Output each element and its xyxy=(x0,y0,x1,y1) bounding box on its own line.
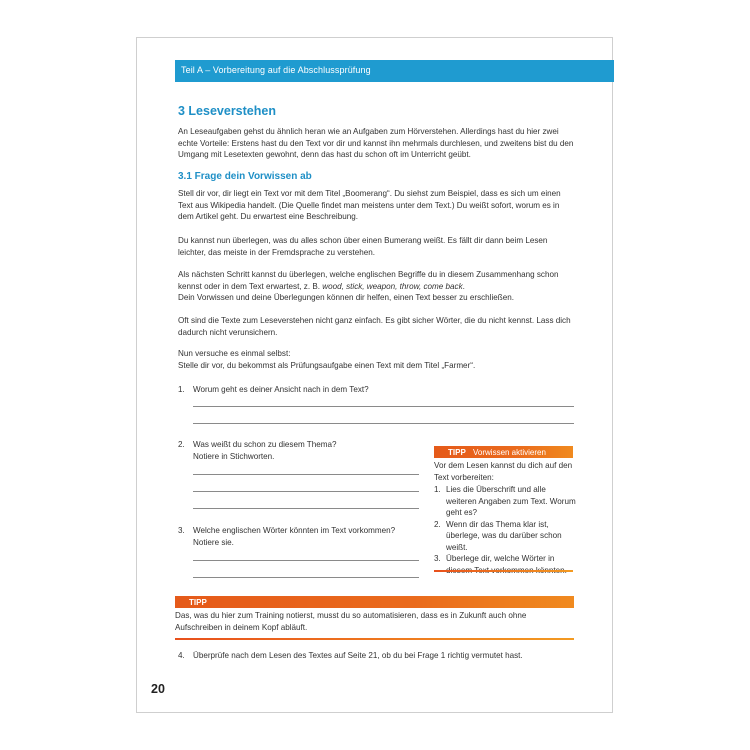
tip-box-item-number: 2. xyxy=(434,519,441,529)
tip-box-subtitle: Vorwissen aktivieren xyxy=(473,448,546,457)
answer-line[interactable] xyxy=(193,491,419,492)
paragraph-difficulty: Oft sind die Texte zum Leseverstehen nicht ganz einfach. Es gibt sicher Wörter, die du nicht kennst. Lass dich dadurch nicht verunsichern. xyxy=(178,316,571,337)
tip-box-item xyxy=(434,484,576,519)
tip-box-bottom-rule xyxy=(434,570,573,572)
task-2-text-second: Notiere in Stichworten. xyxy=(193,451,275,461)
task-3-text-second: Notiere sie. xyxy=(193,537,234,547)
tip-box-item-text: Wenn dir das Thema klar ist, überlege, was du darüber schon weißt. xyxy=(446,519,562,552)
paragraph-bumerang: Du kannst nun überlegen, was du alles schon über einen Bumerang weißt. Es fällt dir dann beim Lesen leichter, das meiste in der Fremdsprache zu verstehen. xyxy=(178,236,548,257)
task-1-number: 1. xyxy=(178,385,185,394)
task-4-text: Überprüfe nach dem Lesen des Textes auf Seite 21, ob du bei Frage 1 richtig vermutet hast. xyxy=(193,651,523,660)
wide-tip-header xyxy=(175,596,574,608)
tip-box-header xyxy=(434,446,573,458)
answer-line[interactable] xyxy=(193,474,419,475)
tip-box-label: TIPP xyxy=(448,448,466,457)
wide-tip-text: Das, was du hier zum Training notierst, musst du so automatisieren, dass es in Zukunft auch ohne Aufschreiben in deinem Kopf abläuft. xyxy=(175,611,527,632)
answer-line[interactable] xyxy=(193,508,419,509)
task-2-text: Was weißt du schon zu diesem Thema? xyxy=(193,440,337,449)
chapter-header-text: Teil A – Vorbereitung auf die Abschlussprüfung xyxy=(181,65,371,75)
document-page xyxy=(136,37,613,713)
chapter-header-bar xyxy=(175,60,614,82)
tip-box-list xyxy=(434,484,576,576)
answer-line[interactable] xyxy=(193,423,574,424)
paragraph-vocabulary-end: . xyxy=(462,281,465,291)
example-words: wood, stick, weapon, throw, come back xyxy=(322,281,463,291)
paragraph-boomerang: Stell dir vor, dir liegt ein Text vor mit dem Titel „Boomerang“. Du siehst zum Beispiel, dass es sich um einen Text aus Wikipedia handelt. (Die Quelle findet man meistens unter dem Text.) Du weißt sofort, worum es in dem Artikel geht. Du erwartest eine Beschreibung. xyxy=(178,189,561,222)
tip-box-item xyxy=(434,553,576,576)
task-3-number: 3. xyxy=(178,526,185,535)
answer-line[interactable] xyxy=(193,577,419,578)
paragraph-vocabulary-second: Dein Vorwissen und deine Überlegungen können dir helfen, einen Text besser zu erschließen. xyxy=(178,293,514,303)
try-yourself-line2: Stelle dir vor, du bekommst als Prüfungsaufgabe einen Text mit dem Titel „Farmer“. xyxy=(178,360,476,370)
page-number: 20 xyxy=(151,682,165,696)
tip-box-item-number: 3. xyxy=(434,554,441,563)
paragraph-vocabulary xyxy=(178,269,575,304)
wide-tip-bottom-rule xyxy=(175,638,574,640)
task-4-number: 4. xyxy=(178,651,185,660)
paragraph-try-yourself xyxy=(178,348,575,371)
section-title: 3 Leseverstehen xyxy=(178,104,276,118)
task-2-number: 2. xyxy=(178,440,185,449)
tip-box-item-number: 1. xyxy=(434,485,441,494)
task-1-text: Worum geht es deiner Ansicht nach in dem Text? xyxy=(193,385,369,394)
tip-box-item xyxy=(434,519,576,554)
tip-box-item-text: Überlege dir, welche Wörter in xyxy=(446,554,555,563)
tip-box-intro: Vor dem Lesen kannst du dich auf den Text vorbereiten: xyxy=(434,461,573,482)
tip-box-item-text: Lies die Überschrift und alle weiteren Angaben zum Text. Worum geht es? xyxy=(446,485,576,517)
task-3-text: Welche englischen Wörter könnten im Text vorkommen? xyxy=(193,526,396,535)
intro-paragraph: An Leseaufgaben gehst du ähnlich heran wie an Aufgaben zum Hörverstehen. Allerdings hast du hier zwei echte Vorteile: Erstens hast du den Text vor dir und kannst ihn mehrmals durchlesen, und zweitens bist du den Umgang mit Lesetexten gewohnt, denn das hast du schon oft im Unterricht geübt. xyxy=(178,127,574,160)
try-yourself-line1: Nun versuche es einmal selbst: xyxy=(178,349,291,358)
wide-tip-label: TIPP xyxy=(189,598,207,607)
answer-line[interactable] xyxy=(193,560,419,561)
answer-line[interactable] xyxy=(193,406,574,407)
paragraph-vocabulary-lead: Als nächsten Schritt kannst du überlegen, welche englischen Begriffe du in diesem Zusammenhang schon kennst oder in dem Text erwartest, z. B. xyxy=(178,270,559,291)
subsection-title: 3.1 Frage dein Vorwissen ab xyxy=(178,171,312,182)
